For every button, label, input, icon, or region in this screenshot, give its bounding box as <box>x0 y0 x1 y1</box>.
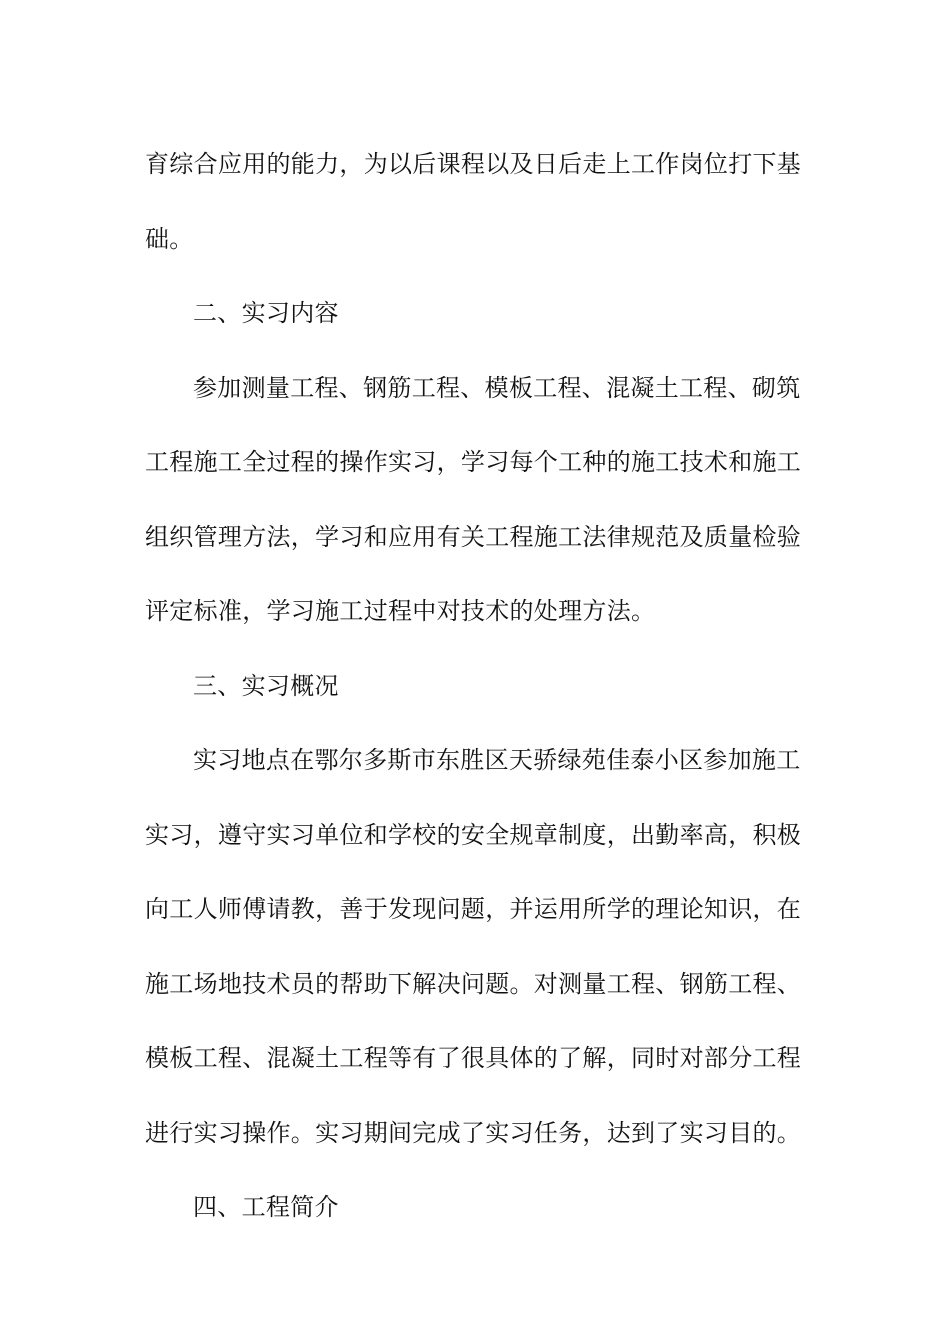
paragraph-first-line: 参加测量工程、钢筋工程、模板工程、混凝土工程、砌筑 <box>193 373 801 402</box>
text-line: 进行实习操作。实习期间完成了实习任务，达到了实习目的。 <box>145 1118 802 1147</box>
section-heading: 二、实习内容 <box>193 299 339 327</box>
text-line: 组织管理方法，学习和应用有关工程施工法律规范及质量检验 <box>145 522 802 551</box>
paragraph-first-line: 实习地点在鄂尔多斯市东胜区天骄绿苑佳泰小区参加施工 <box>193 746 801 774</box>
text-line: 向工人师傅请教，善于发现问题，并运用所学的理论知识，在 <box>145 895 802 923</box>
text-line: 施工场地技术员的帮助下解决问题。对测量工程、钢筋工程、 <box>145 969 802 998</box>
text-line: 模板工程、混凝土工程等有了很具体的了解，同时对部分工程 <box>145 1044 802 1072</box>
text-line: 础。 <box>145 224 194 253</box>
text-line: 评定标准，学习施工过程中对技术的处理方法。 <box>145 597 656 625</box>
section-heading: 三、实习概况 <box>193 671 339 700</box>
section-heading: 四、工程简介 <box>193 1193 339 1221</box>
text-line: 工程施工全过程的操作实习，学习每个工种的施工技术和施工 <box>145 448 802 476</box>
document-body <box>145 127 807 1245</box>
text-line: 育综合应用的能力，为以后课程以及日后走上工作岗位打下基 <box>145 150 802 178</box>
text-line: 实习，遵守实习单位和学校的安全规章制度，出勤率高，积极 <box>145 820 802 849</box>
